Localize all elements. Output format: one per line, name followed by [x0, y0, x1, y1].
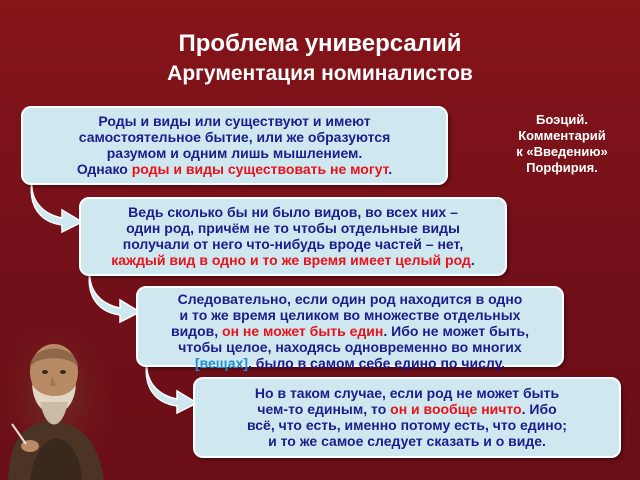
- bracket-text: [вещах]: [194, 355, 249, 371]
- text-run: видов,: [170, 323, 223, 339]
- text-run: , было в самом себе едино по числу.: [248, 355, 506, 371]
- text-line: и то же время целиком во множестве отдельных: [179, 307, 521, 323]
- text-run: . Ибо: [521, 401, 557, 417]
- text-run: . Ибо не может быть,: [383, 323, 530, 339]
- text-line: [87, 252, 499, 268]
- text-line: разумом и одним лишь мышлением.: [106, 145, 363, 161]
- text-line: Но в таком случае, если род не может быть: [254, 385, 560, 401]
- emphasis-text: роды и виды существовать не могут: [131, 161, 389, 177]
- source-line: Комментарий: [518, 128, 606, 143]
- text-run: Однако: [76, 161, 132, 177]
- argument-box-4: [193, 377, 621, 458]
- text-run: .: [388, 161, 393, 177]
- slide-subtitle: Аргументация номиналистов: [167, 62, 473, 85]
- text-run: чем-то единым, то: [257, 401, 391, 417]
- text-line: самостоятельное бытие, или же образуются: [78, 129, 391, 145]
- argument-box-2: [79, 197, 507, 276]
- source-line: Боэций.: [536, 112, 588, 127]
- text-run: .: [470, 252, 475, 268]
- text-line: один род, причём не то чтобы отдельные виды: [126, 220, 460, 236]
- text-line: Ведь сколько бы ни было видов, во всех них –: [128, 204, 458, 220]
- text-line: [29, 161, 440, 177]
- text-line: [144, 323, 556, 339]
- text-line: получали от него что-нибудь вроде частей – нет,: [122, 236, 464, 252]
- text-line: и то же самое следует сказать и о виде.: [268, 433, 546, 449]
- source-line: к «Введению»: [516, 144, 608, 159]
- emphasis-text: он не может быть един: [222, 323, 384, 339]
- text-line: [201, 401, 613, 417]
- argument-box-1: [21, 106, 448, 185]
- text-line: Роды и виды или существуют и имеют: [98, 113, 371, 129]
- philosopher-portrait: [0, 328, 110, 480]
- emphasis-text: он и вообще ничто: [390, 401, 522, 417]
- source-line: Порфирия.: [526, 160, 598, 175]
- emphasis-text: каждый вид в одно и то же время имеет целый род: [111, 252, 471, 268]
- text-line: всё, что есть, именно потому есть, что едино;: [247, 417, 567, 433]
- source-citation: [498, 112, 626, 176]
- slide-title: Проблема универсалий: [178, 30, 462, 57]
- text-line: чтобы целое, находясь одновременно во многих: [178, 339, 522, 355]
- text-line: [144, 355, 556, 371]
- argument-box-3: [136, 286, 564, 371]
- text-line: Следовательно, если один род находится в одно: [177, 291, 523, 307]
